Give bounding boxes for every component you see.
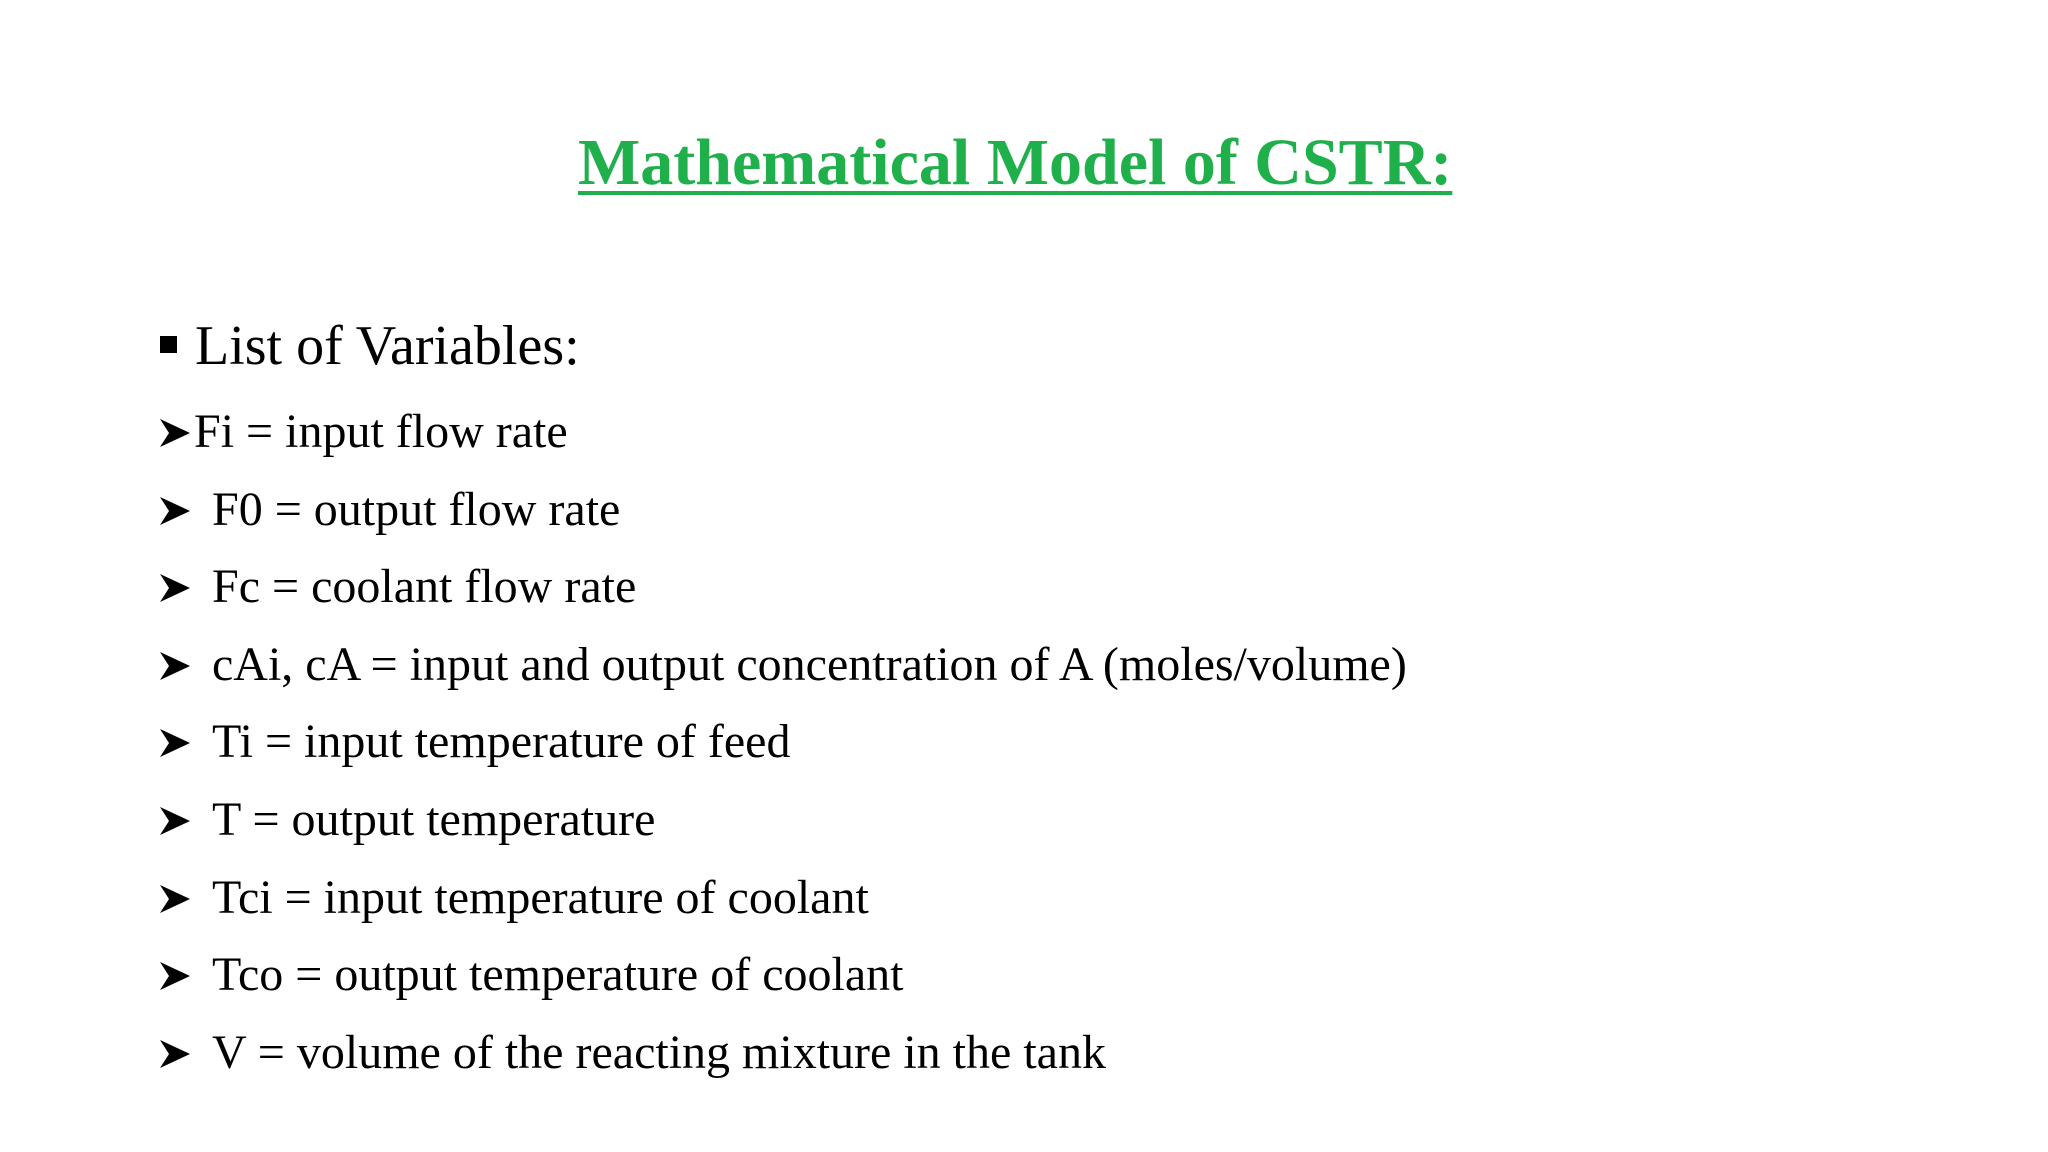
list-item bbox=[158, 398, 1407, 476]
variable-text: F0 = output flow rate bbox=[212, 482, 621, 536]
list-item bbox=[158, 941, 1407, 1019]
list-item bbox=[158, 1019, 1407, 1097]
arrowhead-bullet-icon bbox=[158, 476, 198, 544]
arrowhead-bullet-icon bbox=[158, 398, 194, 466]
arrowhead-bullet-icon bbox=[158, 864, 198, 932]
arrowhead-bullet-icon bbox=[158, 708, 198, 776]
list-item bbox=[158, 786, 1407, 864]
arrowhead-bullet-icon bbox=[158, 631, 198, 699]
arrowhead-bullet-icon bbox=[158, 1019, 198, 1087]
variable-text: V = volume of the reacting mixture in the tank bbox=[212, 1025, 1106, 1079]
list-item bbox=[158, 631, 1407, 709]
variable-text: Tci = input temperature of coolant bbox=[212, 870, 869, 924]
variable-list bbox=[158, 398, 1407, 1096]
arrowhead-bullet-icon bbox=[158, 941, 198, 1009]
slide-title: Mathematical Model of CSTR: bbox=[578, 126, 1453, 199]
variable-text: cAi, cA = input and output concentration of A (moles/volume) bbox=[212, 637, 1407, 691]
variable-text: Fi = input flow rate bbox=[194, 405, 568, 458]
list-item bbox=[158, 708, 1407, 786]
variable-text: Tco = output temperature of coolant bbox=[212, 948, 904, 1002]
variable-text: T = output temperature bbox=[212, 792, 656, 846]
list-item bbox=[158, 553, 1407, 631]
variable-text: Fc = coolant flow rate bbox=[212, 560, 637, 614]
section-heading bbox=[160, 315, 580, 377]
variable-text: Ti = input temperature of feed bbox=[212, 715, 791, 769]
list-item bbox=[158, 864, 1407, 942]
section-heading-label: List of Variables: bbox=[195, 315, 580, 377]
list-item bbox=[158, 476, 1407, 554]
arrowhead-bullet-icon bbox=[158, 553, 198, 621]
square-bullet-icon bbox=[160, 336, 177, 353]
arrowhead-bullet-icon bbox=[158, 786, 198, 854]
